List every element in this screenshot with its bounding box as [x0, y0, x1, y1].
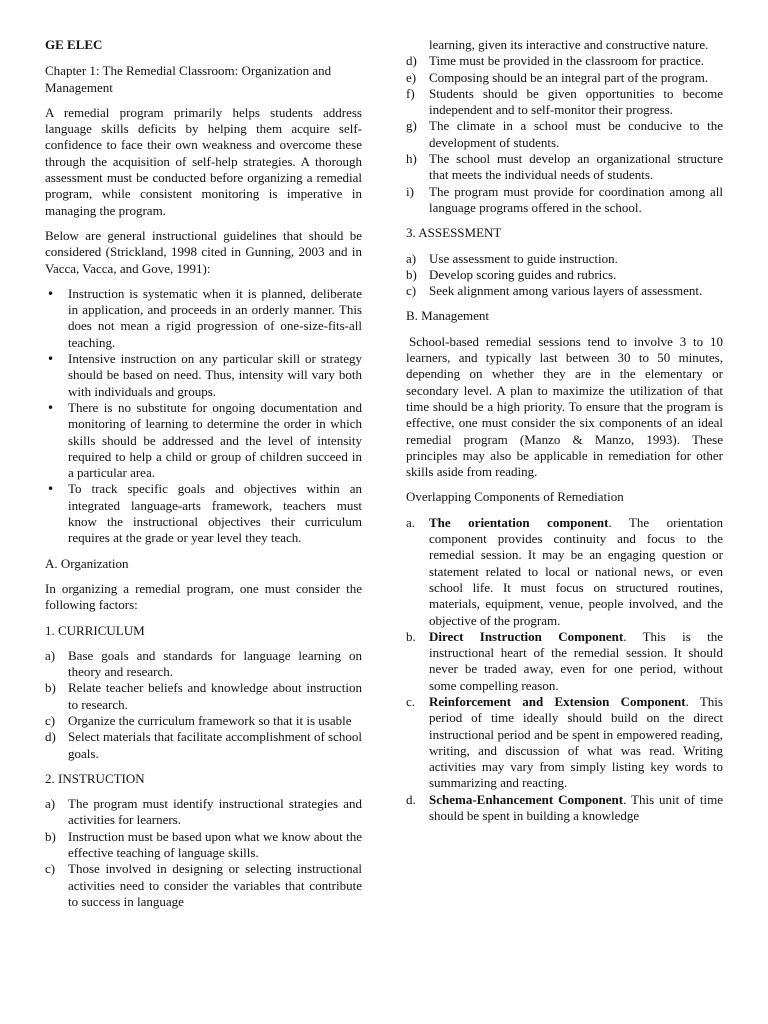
list-item: a) Base goals and standards for language learning on theory and research.	[45, 647, 362, 680]
instruction-heading: 2. INSTRUCTION	[45, 770, 145, 786]
organization-heading: A. Organization	[45, 555, 129, 571]
right-column	[406, 37, 723, 833]
list-item: b) Instruction must be based upon what we know about the effective teaching of language skills.	[45, 828, 362, 861]
guideline-item: • To track specific goals and objectives within an integrated language-arts framework, teachers must know the instructional objectives their curriculum requires at the grade or year level they teach.	[45, 481, 362, 546]
component-item: b. Direct Instruction Component. This is the instructional heart of the remedial session. It should never be traded away, even for one period, without some compelling reason.	[406, 628, 723, 693]
curriculum-list	[45, 648, 362, 762]
component-name: The orientation component	[429, 514, 609, 530]
instruction-list-continued	[406, 53, 723, 216]
guidelines-list	[45, 286, 362, 547]
left-column	[45, 37, 362, 919]
management-paragraph: School-based remedial sessions tend to involve 3 to 10 learners, and typically last between 30 to 50 minutes, depending on whether they are in the elementary or secondary level. A plan to maximize the utilization of that time should be a high priority. To ensure that the program is effective, one must consider the six components of an ideal remedial program (Manzo & Manzo, 1993). These principles may also be applicable in remediation for other skills aside from reading.	[406, 333, 723, 480]
guideline-item: • There is no substitute for ongoing documentation and monitoring of learning to determine the order in which skills should be addressed and the level of intensity required to help a child or group of children succeed in a particular area.	[45, 400, 362, 481]
components-heading: Overlapping Components of Remediation	[406, 489, 624, 505]
list-item: f) Students should be given opportunities to become independent and to self-monitor their progress.	[406, 85, 723, 118]
instruction-list	[45, 796, 362, 910]
guideline-item: • Intensive instruction on any particular skill or strategy should be based on need. Thus, intensity will vary both with individuals and groups.	[45, 351, 362, 400]
list-item: a) The program must identify instructional strategies and activities for learners.	[45, 796, 362, 828]
list-item: d) Select materials that facilitate accomplishment of school goals.	[45, 729, 362, 761]
component-item: d. Schema-Enhancement Component. This unit of time should be spent in building a knowledge	[406, 791, 723, 824]
guideline-item: • Instruction is systematic when it is planned, deliberate in application, and proceeds in an orderly manner. This does not mean a rigid progression of one-size-fits-all teaching.	[45, 286, 362, 351]
instruction-continuation: learning, given its interactive and constructive nature.	[429, 37, 709, 52]
list-item: h) The school must develop an organizational structure that meets the individual needs of students.	[406, 151, 723, 183]
component-name: Schema-Enhancement Component	[429, 791, 624, 807]
component-name: Reinforcement and Extension Component	[429, 693, 686, 709]
guidelines-intro: Below are general instructional guidelines that should be considered (Strickland, 1998 cited in Gunning, 2003 and in Vacca, Vacca, and Gove, 1991):	[45, 227, 362, 276]
list-item: c) Those involved in designing or selecting instructional activities need to consider the variables that contribute to success in language	[45, 861, 362, 909]
list-item: d) Time must be provided in the classroom for practice.	[406, 53, 704, 69]
list-item: a) Use assessment to guide instruction.	[406, 250, 618, 266]
list-item: e) Composing should be an integral part of the program.	[406, 69, 709, 85]
intro-paragraph: A remedial program primarily helps students address language skills deficits by helping them acquire self-confidence to face their own weakness and overcome these through the acquisition of self-help strategies. A thorough assessment must be conducted before organizing a remedial program, while consistent monitoring is imperative in managing the program.	[45, 104, 362, 218]
assessment-list	[406, 251, 723, 300]
list-item: b) Relate teacher beliefs and knowledge about instruction to research.	[45, 680, 362, 712]
course-title: GE ELEC	[45, 37, 103, 52]
assessment-heading: 3. ASSESSMENT	[406, 225, 502, 241]
management-heading: B. Management	[406, 308, 490, 324]
organization-intro: In organizing a remedial program, one must consider the following factors:	[45, 580, 362, 613]
list-item: c) Organize the curriculum framework so that it is usable	[45, 712, 352, 728]
component-item: c. Reinforcement and Extension Component. This period of time ideally should build on the direct instructional period and be spent in empowered reading, writing, and discussion of what was read. Writing activities may vary from simply listing key words to summarizing and reacting.	[406, 693, 723, 791]
component-name: Direct Instruction Component	[429, 628, 624, 644]
list-item: g) The climate in a school must be conducive to the development of students.	[406, 118, 723, 150]
components-list	[406, 515, 723, 825]
component-item: a. The orientation component. The orientation component provides continuity and focus to the remedial session. It may be an engaging question or statement related to local or national news, or even school life. It must focus on structured routines, materials, equipment, venue, people involved, and the objective of the program.	[406, 514, 723, 628]
curriculum-heading: 1. CURRICULUM	[45, 622, 145, 638]
list-item: i) The program must provide for coordination among all language programs offered in the school.	[406, 183, 723, 215]
list-item: c) Seek alignment among various layers of assessment.	[406, 283, 703, 299]
chapter-title: Chapter 1: The Remedial Classroom: Organization and Management	[45, 63, 332, 95]
list-item: b) Develop scoring guides and rubrics.	[406, 266, 617, 282]
